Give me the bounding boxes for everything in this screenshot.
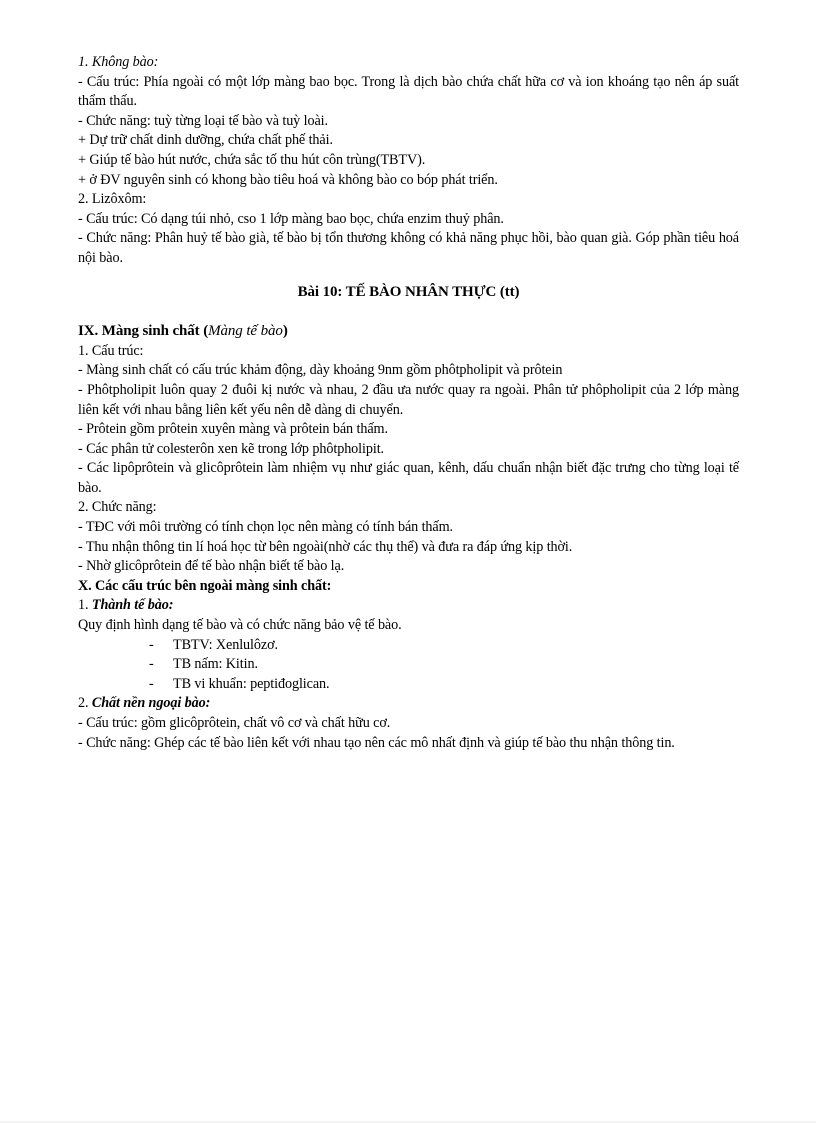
subheading-extracellular-matrix bbox=[78, 694, 739, 714]
document-content bbox=[78, 53, 739, 753]
heading-end: ) bbox=[282, 323, 288, 340]
subheading-number: 1. bbox=[78, 597, 92, 614]
list-dash: - bbox=[149, 675, 154, 692]
list-dash: - bbox=[149, 656, 154, 673]
paragraph: - Màng sinh chất có cấu trúc khảm động, dày khoảng 9nm gồm phôtpholipit và prôtein bbox=[78, 362, 563, 379]
subheading-cell-wall bbox=[78, 596, 739, 616]
paragraph: - Cấu trúc: Phía ngoài có một lớp màng bao bọc. Trong là dịch bào chứa chất hữa cơ và ion khoáng tạo nên áp suất thẩm thấu. bbox=[78, 73, 739, 110]
paragraph: - Cấu trúc: gồm glicôprôtein, chất vô cơ và chất hữu cơ. bbox=[78, 715, 391, 731]
heading-text: IX. Màng sinh chất ( bbox=[78, 323, 209, 340]
paragraph: + ở ĐV nguyên sinh có khong bào tiêu hoá và không bào co bóp phát triển. bbox=[78, 171, 498, 188]
paragraph: - Các lipôprôtein và glicôprôtein làm nhiệm vụ như giác quan, kênh, dấu chuẩn nhận biết đặc trưng cho từng loại tế bào. bbox=[78, 460, 739, 496]
list-dash: - bbox=[149, 636, 154, 653]
paragraph: + Dự trữ chất dinh dưỡng, chứa chất phế thải. bbox=[78, 132, 333, 149]
paragraph: - Prôtein gồm prôtein xuyên màng và prôtein bán thấm. bbox=[78, 421, 388, 438]
heading-italic-text: Màng tế bào bbox=[208, 323, 283, 340]
paragraph: - Thu nhận thông tin lí hoá học từ bên ngoài(nhờ các thụ thể) và đưa ra đáp ứng kịp thời. bbox=[78, 538, 573, 555]
list-item-text: TB vi khuẩn: peptiđoglican. bbox=[173, 675, 330, 692]
paragraph: - Các phân tử colesterôn xen kẽ trong lớp phôtpholipit. bbox=[78, 440, 384, 457]
subheading-structure: 1. Cấu trúc: bbox=[78, 342, 144, 359]
cell-wall-list bbox=[78, 636, 739, 695]
lesson-title: Bài 10: TẾ BÀO NHÂN THỰC (tt) bbox=[297, 283, 520, 300]
paragraph: - Chức năng: Phân huỷ tế bào già, tế bào bị tổn thương không có khả năng phục hồi, bào quan già. Góp phần tiêu hoá nội bào. bbox=[78, 230, 739, 266]
section-heading-outer-structures: X. Các cấu trúc bên ngoài màng sinh chất: bbox=[78, 577, 332, 594]
list-item-text: TBTV: Xenlulôzơ. bbox=[173, 636, 278, 653]
list-item bbox=[78, 655, 739, 675]
paragraph: - Chức năng: tuỳ từng loại tế bào và tuỳ loài. bbox=[78, 112, 328, 129]
subheading-title: Thành tế bào: bbox=[91, 597, 174, 614]
paragraph: + Giúp tế bào hút nước, chứa sắc tố thu hút côn trùng(TBTV). bbox=[78, 151, 426, 168]
subheading-title: Chất nền ngoại bào: bbox=[91, 695, 211, 712]
subheading-function: 2. Chức năng: bbox=[78, 499, 157, 516]
section-heading-lysosome: 2. Lizôxôm: bbox=[78, 191, 147, 208]
subheading-number: 2. bbox=[78, 695, 92, 712]
section-heading-vacuole: 1. Không bào: bbox=[78, 54, 159, 70]
paragraph: - Chức năng: Ghép các tế bào liên kết với nhau tạo nên các mô nhất định và giúp tế bào thu nhận thông tin. bbox=[78, 734, 675, 751]
list-item bbox=[78, 675, 739, 695]
list-item-text: TB nấm: Kitin. bbox=[173, 656, 258, 673]
paragraph: - Cấu trúc: Có dạng túi nhỏ, cso 1 lớp màng bao bọc, chứa enzim thuỷ phân. bbox=[78, 210, 504, 227]
paragraph: - TĐC với môi trường có tính chọn lọc nên màng có tính bán thấm. bbox=[78, 519, 453, 536]
list-item bbox=[78, 636, 739, 656]
paragraph: - Phôtpholipit luôn quay 2 đuôi kị nước và nhau, 2 đầu ưa nước quay ra ngoài. Phân tử phôpholipit của 2 lớp màng liên kết với nhau bằng liên kết yếu nên dễ dàng di chuyển. bbox=[78, 381, 739, 418]
section-heading-cell-membrane bbox=[78, 322, 739, 342]
paragraph: - Nhờ glicôprôtein để tế bào nhận biết tế bào lạ. bbox=[78, 558, 345, 575]
paragraph: Quy định hình dạng tế bào và có chức năng bảo vệ tế bào. bbox=[78, 617, 402, 634]
